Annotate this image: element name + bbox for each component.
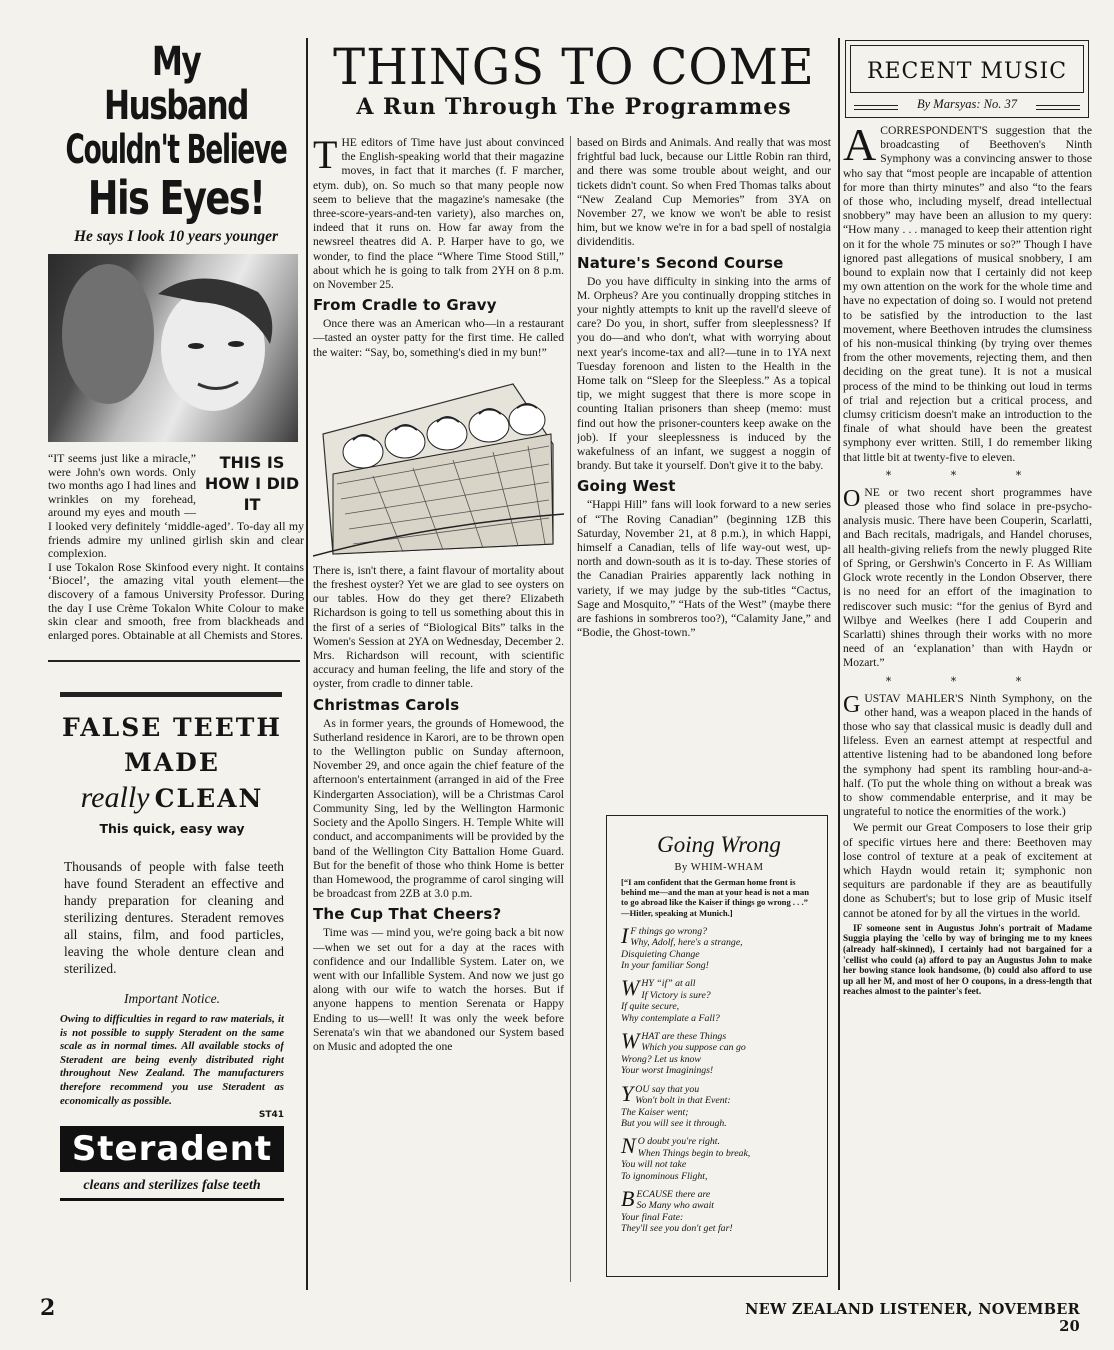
- intro-dropcap: T: [313, 136, 338, 177]
- column-rule-left: [306, 38, 308, 1290]
- column-rule-right: [838, 38, 840, 1290]
- music-paragraph-5: IF someone sent in Augustus John's portrait of Madame Suggia playing the 'cello by way of bringing me to my knees (already half-skinned), I certainly had not bargained for a 'cellist who could (a) afford to pay an Augustus John to make her bowing stance look handsome, (b) could also afford to use up all her M, and most of her O coupons, in a dress-length that reaches almost to the painter's feet.: [843, 922, 1092, 997]
- carols-paragraph: As in former years, the grounds of Homewood, the Sutherland residence in Karori, are to be thrown open to the Wellington public on Sunday afternoon, November 29, and once again the chief feature of the afternoon's entertainment (arranged in aid of the Free Kindergarten Association), will be a Christmas Carol Community Sing, led by the Wellington Harmonic Society and the Apollo Singers. H. Temple White will conduct, and accompaniments will be provided by the band of the Wellington City Battalion Home Guard. But for the benefit of those who think Home is better than Homewood, the programme of carol singing will be broadcast from 2ZB at 3.0 p.m.: [313, 716, 564, 901]
- sleepers-drawing: [313, 364, 564, 560]
- stanza-text: OU say that you Won't bolt in that Event: The Kaiser went; But you will see it through.: [621, 1083, 731, 1129]
- poem-stanza: [621, 1133, 817, 1182]
- music-column: [843, 124, 1092, 1284]
- ad2-title-1: FALSE TEETH: [61, 713, 282, 742]
- things-column-2: [577, 136, 831, 826]
- poem-stanza: [621, 975, 817, 1024]
- recent-music-byline: By Marsyas: No. 37: [917, 97, 1017, 111]
- ad-headline-1: My Husband: [104, 40, 248, 129]
- stanza-dropcap: I: [621, 922, 629, 948]
- music-dropcap-o: O: [843, 485, 861, 512]
- cup-paragraph: Time was — mind you, we're going back a bit now—when we set out for a day at the races with confidence and our Indallible System. Later on, we went with our Infallible System. And now we just go along with our wife to watch the horses. But if anyone happens to mention Serenata or Happy Ending to us—well! It was only the week before Serenata's win that we abandoned our System based on Music and adopted the one: [313, 926, 564, 1053]
- music-stars-1: * * *: [885, 468, 1050, 482]
- tokalon-ad: [48, 40, 304, 660]
- ad-body: “IT seems just like a miracle,” were John's own words. Only two months ago I had lines and wrinkles on my forehead, around my eyes and mouth — I looked very definitely ‘middle-aged’. To-day all my friends admire my unlined girlish skin and clear complexion.: [48, 451, 304, 561]
- publication-footer: NEW ZEALAND LISTENER, NOVEMBER 20: [745, 1301, 1080, 1335]
- sleepers-illustration: [313, 364, 564, 560]
- stanza-dropcap: W: [621, 975, 640, 1001]
- poem-stanzas: [621, 922, 817, 1235]
- heading-cup: The Cup That Cheers?: [313, 905, 502, 924]
- stanza-dropcap: N: [621, 1133, 636, 1159]
- couple-photo-illustration: [48, 254, 298, 442]
- cradle-paragraph-2: There is, isn't there, a faint flavour of mortality about the freshest oyster? Yet we are glad to see oysters on our tables. How do they get there? Elizabeth Richardson is going to tell us something about this in the first of a series of “Biological Bits” talks in the Women's Session at 2YA on Wednesday, December 2. Mrs. Richardson will recount, with scientific accuracy and human feeling, the life and story of the oyster, from cradle to dinner table.: [313, 563, 564, 691]
- ad2-notice-title: Important Notice.: [124, 991, 220, 1006]
- heading-carols: Christmas Carols: [313, 695, 460, 714]
- things-to-come-title: THINGS TO COME: [333, 38, 815, 96]
- poem-epigraph: [“I am confident that the German home front is behind me—and the man at your head is not a man to go abroad like the Kaiser if things go wrong . . .” —Hitler, speaking at Munich.]: [621, 877, 809, 918]
- stanza-dropcap: B: [621, 1185, 635, 1211]
- stanza-dropcap: W: [621, 1028, 640, 1054]
- music-dropcap-a: A: [843, 124, 877, 170]
- steradent-ad: [60, 705, 284, 1280]
- ad-body-2: I use Tokalon Rose Skinfood every night. It contains ‘Biocel’, the amazing vital youth element—the discovery of a famous University Professor. During the day I use Crème Tokalon White Colour to make skin clear and smooth, free from blackheads and enlarged pores. Obtainable at all Chemists and Stores.: [48, 559, 304, 642]
- ad2-code: ST41: [258, 1110, 284, 1121]
- nature-paragraph: Do you have difficulty in sinking into the arms of M. Orpheus? Are you continually dropping stitches in your nightly attempts to knit up the ravell'd sleeve of care? Do you, in short, suffer from sleeplessness? If you do—and who don't, what with worrying about next year's income-tax and all?—tune in to 1YA next Tuesday forenoon and listen to the Health in the Home talk on “Sleep for the Sleepless.” As a topical tip, we might suggest that there is more scope in counting Italian prisoners than sheep (memo: must find out how the prisoner-counters keep awake on the job). If your sleeplessness is induced by the wakefulness of an infant, we suggest a noggin of brandy. But take it yourself. Don't give it to the baby.: [577, 274, 831, 473]
- things-to-come-subtitle: A Run Through The Programmes: [356, 94, 792, 120]
- poem-stanza: [621, 1080, 817, 1130]
- recent-music-header: [845, 40, 1089, 118]
- poem-title: Going Wrong: [657, 832, 781, 857]
- stanza-dropcap: Y: [621, 1080, 634, 1106]
- heading-west: Going West: [577, 477, 676, 496]
- ad2-top-rule: [60, 692, 282, 697]
- ad2-notice-body: Owing to difficulties in regard to raw materials, it is not possible to supply Steradent on the same scale as in normal times. All available stocks of Steradent are being evenly distributed right throughout New Zealand. The manufacturers therefore recommend you use Steradent as economically as possible.: [60, 1013, 284, 1107]
- poem-byline: By WHIM-WHAM: [674, 862, 764, 873]
- stanza-text: HAT are these Things Which you suppose can go Wrong? Let us know Your worst Imaginings!: [621, 1031, 746, 1077]
- ad-headline-3: His Eyes!: [87, 171, 265, 225]
- ad2-tagline: This quick, easy way: [99, 821, 245, 836]
- music-stars-2: * * *: [885, 674, 1050, 688]
- poem-stanza: [621, 1185, 817, 1235]
- ad2-slogan: cleans and sterilizes false teeth: [60, 1178, 284, 1201]
- intro-paragraph: THE editors of Time have just about convinced the English-speaking world that their magazine moves, in fact that it marches (f. F marcher, etym. dub), on. So much so that many people now seem to believe that the magazine's namesake (the three-score-years-and-ten variety), also marches on, indeed that it runs on. How far away from the newsreel theatres did A. P. Harper have to go, we wonder, to find the place “Where Time Stood Still,” about which he is going to talk from 2YH on 8 p.m. on November 25.: [313, 136, 564, 292]
- things-column-1: [313, 136, 564, 1282]
- music-paragraph-2: ONE or two recent short programmes have pleased those who find solace in pre-psycho-analysis music. There have been Couperin, Scarlatti, and Bach recitals, madrigals, and Handel choruses, all health-giving reliefs from the newly plugged Rite of Spring, or Gershwin's Concerto in F. As William Glock wrote recently in the London Observer, there is no need for an effort of the imagination to rediscover such music: “for the genius of Byrd and Wilbye and Weelkes (here I add Couperin and Scarlatti) shines through their works with no more need of an ‘explanation’ than with Haydn or Mozart.”: [843, 485, 1092, 670]
- ad2-brand-logo: Steradent: [60, 1126, 284, 1172]
- stanza-text: O doubt you're right. When Things begin to break, You will not take To ignominous Flight,: [621, 1136, 751, 1182]
- stanza-text: ECAUSE there are So Many who await Your final Fate: They'll see you don't get far!: [621, 1188, 733, 1235]
- page-number: 2: [40, 1295, 56, 1321]
- music-paragraph-3: GUSTAV MAHLER'S Ninth Symphony, on the other hand, was a weapon placed in the hands of those who say that classical music is deadly dull and lifeless. Even an earnest attempt at respectful and attentive listening had to be abandoned long before the symphony had spent its rambling hour-and-a-half. (To put the whole thing on without a break was to show commendable enterprise, and it may be ungrateful to notice the enormities of the work.): [843, 691, 1092, 819]
- ad-separator: [48, 660, 300, 662]
- stanza-text: F things go wrong? Why, Adolf, here's a strange, Disquieting Change In your familiar Song!: [621, 925, 743, 972]
- music-paragraph-1: ACORRESPONDENT'S suggestion that the broadcasting of Beethoven's Ninth Symphony was a convincing answer to those who say that “most people are incapable of attention for more than thirty minutes” and also “to the fears of those who, including myself, dread intellectual snobbery” may have been an allusion to my query: “How many . . . managed to keep their attention right on it for the whole 75 minutes or so?” Though I have ignored past allegations of musical snobbery, I am bound to explain now that I certainly did not keep my own attention on the work for the whole time and have no expectation of doing so. I would not pretend to be satisfied by the introduction to the last movement, where Beethoven intrudes the clumsiness of his non-musical thinking (by trying over themes from the other movements, rejecting them, and then deciding on the great tune). It is not a musical process of the mind to be thinking out loud in terms of trial and rejection but a critical process, and clumsy criticism doesn't make an introduction to the finale of what should have been the greatest symphony ever written. Still, I do remember liking that little bit at twenty-five to eleven.: [843, 124, 1092, 464]
- heading-nature: Nature's Second Course: [577, 253, 784, 272]
- ad-photo: [48, 254, 298, 442]
- ad2-title-2: MADE: [124, 748, 220, 777]
- column-rule-middle: [570, 136, 571, 1282]
- going-wrong-box: [606, 815, 828, 1277]
- poem-stanza: [621, 922, 817, 972]
- ad-subhead: He says I look 10 years younger: [73, 228, 279, 245]
- ad2-title-clean: CLEAN: [154, 784, 264, 813]
- heading-cradle: From Cradle to Gravy: [313, 296, 497, 315]
- music-dropcap-g: G: [843, 691, 861, 718]
- music-paragraph-4: We permit our Great Composers to lose their grip of specific virtues here and there: Beethoven may lose control of texture at a peak of excitement at which Haydn would retain it; symphonic non sequiturs are pardonable if they are as beautifully done as Schubert's; but to lose grip of Music itself cannot be atoned for by all the virtues in the world.: [843, 821, 1092, 920]
- col2-top-paragraph: based on Birds and Animals. And really that was most frightful bad luck, because our Little Robin ran third, and there was some trouble about weight, and our tickets didn't count. So when Fred Thomas talks about “New Zealand Cup Memories” from 3YA on November 27, we know we won't be able to resist him, but we know we're in for a bad spell of nostalgia dividenditis.: [577, 136, 831, 249]
- west-paragraph: “Happi Hill” fans will look forward to a new series of “The Roving Canadian” (beginning 1ZB this Saturday, November 21, at 8 p.m.), in which Happi, himself a Canadian, tells of life way-out west, up-north and down-south as it is to-day. These stories of the Canadian Prairies apparently lack nothing in variety, if we may judge by the sub-titles “Cactus, Sage and Mosquito,” “Hats of the West” (maybe there are fashions in sombreros too?), “Calamity Jane,” and “Bodie, the Ghost-town.”: [577, 498, 831, 640]
- ad-headline-2: Couldn't Believe: [65, 127, 287, 173]
- ad2-body: Thousands of people with false teeth have found Steradent an effective and handy preparation for cleaning and sterilizing dentures. Steradent removes all stains, film, and food particles, leaving the whole denture clean and sterilized.: [64, 859, 284, 976]
- stanza-text: HY “if” at all If Victory is sure? If quite secure, Why contemplate a Fall?: [621, 978, 720, 1024]
- ad-callout: THIS IS HOW I DID IT: [204, 453, 300, 514]
- recent-music-title: RECENT MUSIC: [866, 59, 1068, 84]
- poem-stanza: [621, 1028, 817, 1077]
- cradle-paragraph-1: Once there was an American who—in a restaurant—tasted an oyster patty for the first time. He called the waiter: “Say, bo, something's died in my bun!”: [313, 317, 564, 359]
- ad2-title-really: really: [80, 781, 150, 814]
